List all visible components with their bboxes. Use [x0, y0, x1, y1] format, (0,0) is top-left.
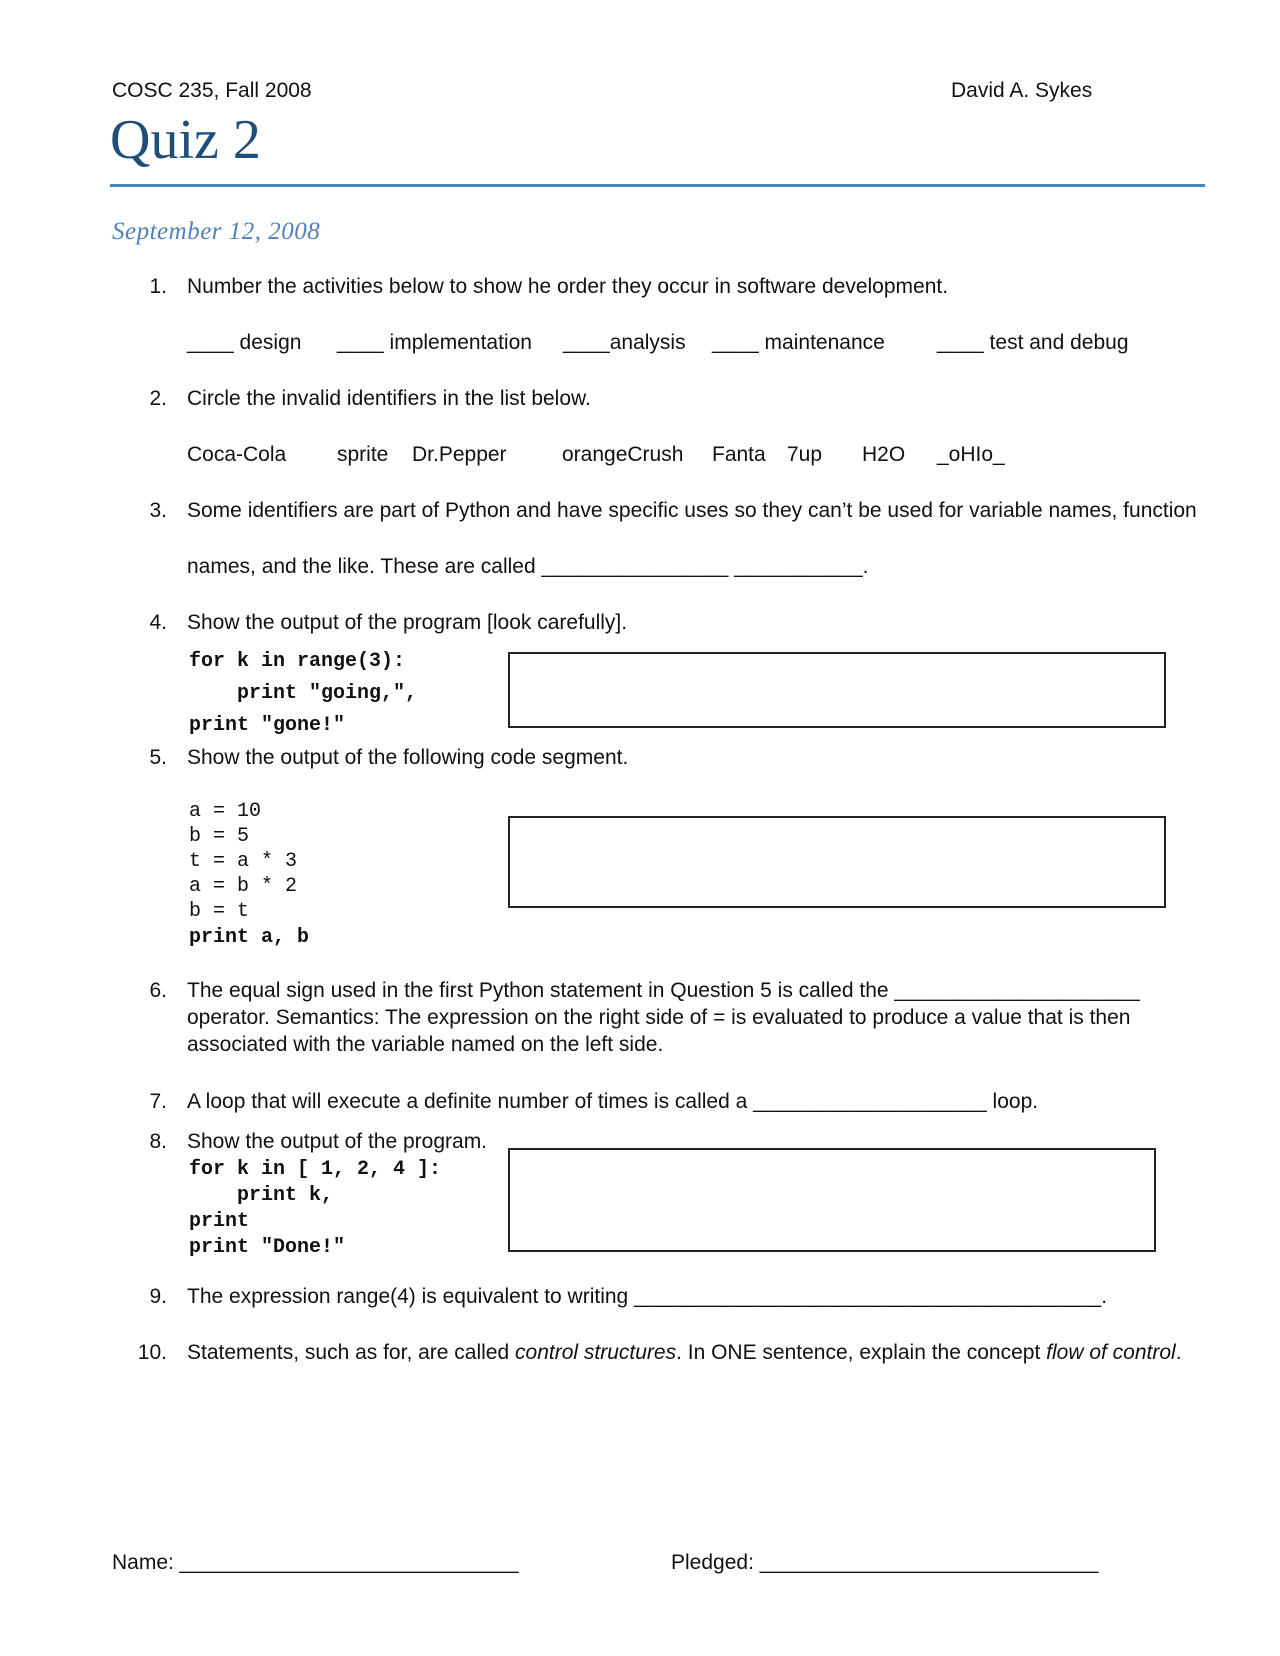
- question-4-number: 4.: [149, 611, 167, 634]
- title-rule: [110, 184, 1205, 187]
- identifier-item: _oHIo_: [937, 443, 1005, 466]
- question-6-text-line2: operator. Semantics: The expression on the right side of = is evaluated to produce a value that is then: [187, 1006, 1131, 1029]
- question-8-answer-box[interactable]: [508, 1148, 1156, 1252]
- code-line: b = 5: [189, 825, 250, 848]
- question-2-text: Circle the invalid identifiers in the list below.: [187, 387, 591, 410]
- question-10-text-part: . In ONE sentence, explain the concept: [676, 1341, 1047, 1364]
- question-5-number: 5.: [149, 746, 167, 769]
- code-line: print a, b: [189, 926, 310, 949]
- identifier-item: Dr.Pepper: [412, 443, 507, 466]
- question-10-emphasis: control structures: [515, 1341, 677, 1364]
- identifier-item: Coca-Cola: [187, 443, 287, 466]
- activity-option: ____ maintenance: [712, 331, 885, 354]
- question-3-number: 3.: [149, 499, 167, 522]
- question-6-text-line1: The equal sign used in the first Python statement in Question 5 is called the _____________________: [187, 979, 1140, 1002]
- author-name: David A. Sykes: [951, 79, 1093, 102]
- question-8-text: Show the output of the program.: [187, 1130, 488, 1153]
- code-line: print "going,",: [189, 682, 418, 705]
- question-7-number: 7.: [149, 1090, 167, 1113]
- question-6-text-line3: associated with the variable named on the left side.: [187, 1033, 664, 1056]
- identifier-item: Fanta: [712, 443, 766, 466]
- question-10-emphasis: flow of control: [1046, 1341, 1176, 1364]
- code-line: print "Done!": [189, 1236, 346, 1259]
- page-title: Quiz 2: [110, 109, 261, 171]
- question-6-number: 6.: [149, 979, 167, 1002]
- question-5-text: Show the output of the following code segment.: [187, 746, 629, 769]
- code-line: a = b * 2: [189, 875, 298, 898]
- activity-option: ____analysis: [563, 331, 686, 354]
- question-10-text: [187, 1342, 1182, 1363]
- identifier-item: 7up: [787, 443, 823, 466]
- question-2-number: 2.: [149, 387, 167, 410]
- name-field-label[interactable]: Name: _____________________________: [112, 1551, 519, 1574]
- code-line: for k in range(3):: [189, 650, 406, 673]
- question-8-number: 8.: [149, 1130, 167, 1153]
- identifier-item: orangeCrush: [562, 443, 684, 466]
- course-label: COSC 235, Fall 2008: [112, 79, 312, 102]
- question-1-text: Number the activities below to show he order they occur in software development.: [187, 275, 949, 298]
- activity-option: ____ implementation: [337, 331, 532, 354]
- question-9-number: 9.: [149, 1285, 167, 1308]
- question-7-text: A loop that will execute a definite number of times is called a ____________________ loop.: [187, 1090, 1039, 1113]
- code-line: t = a * 3: [189, 850, 298, 873]
- code-line: print "gone!": [189, 714, 346, 737]
- question-10-text-part: Statements, such as for, are called: [187, 1341, 516, 1364]
- identifier-item: H2O: [862, 443, 906, 466]
- question-3-text-line2: names, and the like. These are called ________________ ___________.: [187, 555, 869, 578]
- code-line: b = t: [189, 900, 250, 923]
- question-4-answer-box[interactable]: [508, 652, 1166, 728]
- question-3-text-line1: Some identifiers are part of Python and have specific uses so they can’t be used for variable names, function: [187, 499, 1197, 522]
- question-1-number: 1.: [149, 275, 167, 298]
- activity-option: ____ design: [187, 331, 302, 354]
- question-5-answer-box[interactable]: [508, 816, 1166, 908]
- question-9-text: The expression range(4) is equivalent to writing ________________________________________.: [187, 1285, 1108, 1308]
- code-line: for k in [ 1, 2, 4 ]:: [189, 1158, 442, 1181]
- pledged-field-label[interactable]: Pledged: _____________________________: [671, 1551, 1099, 1574]
- code-line: a = 10: [189, 800, 262, 823]
- question-4-text: Show the output of the program [look carefully].: [187, 611, 628, 634]
- code-line: print k,: [189, 1184, 334, 1207]
- activity-option: ____ test and debug: [937, 331, 1129, 354]
- identifier-item: sprite: [337, 443, 389, 466]
- quiz-date: September 12, 2008: [112, 218, 321, 245]
- question-10-number: 10.: [137, 1341, 167, 1364]
- question-10-text-part: .: [1175, 1341, 1182, 1364]
- code-line: print: [189, 1210, 250, 1233]
